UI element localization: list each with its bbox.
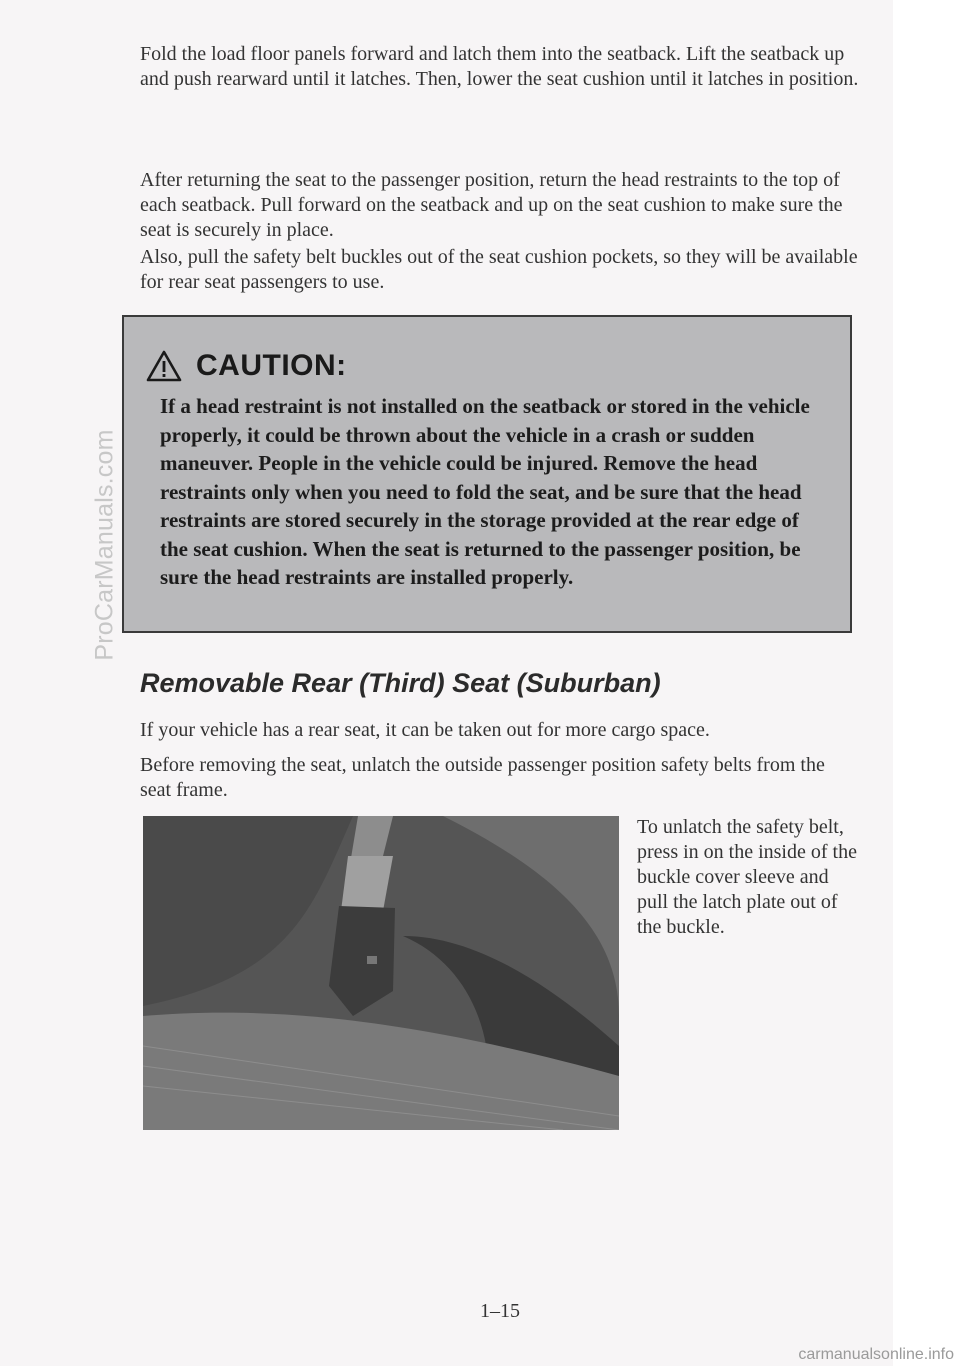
paragraph-return-restraints: After returning the seat to the passenger position, return the head restraints to the top of each seatback. Pull forward on the seatback and up on the seat cushion to make sure the seat is securely in place. xyxy=(140,169,843,241)
page-number: 1–15 xyxy=(480,1300,520,1322)
side-watermark: ProCarManuals.com xyxy=(90,429,119,661)
caution-box xyxy=(122,315,852,633)
unlatch-instructions: To unlatch the safety belt, press in on the inside of the buckle cover sleeve and pull the latch plate out of the buckle. xyxy=(637,816,857,938)
paragraph-unlatch-belts: Before removing the seat, unlatch the outside passenger position safety belts from the seat frame. xyxy=(140,754,825,801)
seatbelt-buckle-photo xyxy=(143,816,619,1130)
paragraph-rear-seat: If your vehicle has a rear seat, it can be taken out for more cargo space. xyxy=(140,719,710,741)
caution-title: CAUTION: xyxy=(196,349,347,382)
paragraph-belt-buckles: Also, pull the safety belt buckles out of the seat cushion pockets, so they will be available for rear seat passengers to use. xyxy=(140,246,858,293)
page-margin xyxy=(893,0,960,1366)
photo-illustration xyxy=(143,816,619,1130)
caution-header xyxy=(146,349,347,383)
bottom-watermark: carmanualsonline.info xyxy=(798,1346,954,1363)
paragraph-fold-panels: Fold the load floor panels forward and latch them into the seatback. Lift the seatback up and push rearward until it latches. Then, lower the seat cushion until it latches in position. xyxy=(140,43,859,90)
caution-text: If a head restraint is not installed on the seatback or stored in the vehicle properly, it could be thrown about the vehicle in a crash or sudden maneuver. People in the vehicle could be injured. Remove the head restraints only when you need to fold the seat, and be sure that the head restraints are stored securely in the storage provided at the rear edge of the seat cushion. When the seat is returned to the passenger position, be sure the head restraints are installed properly. xyxy=(160,394,810,589)
warning-triangle-icon xyxy=(146,349,182,383)
section-title: Removable Rear (Third) Seat (Suburban) xyxy=(140,668,661,698)
